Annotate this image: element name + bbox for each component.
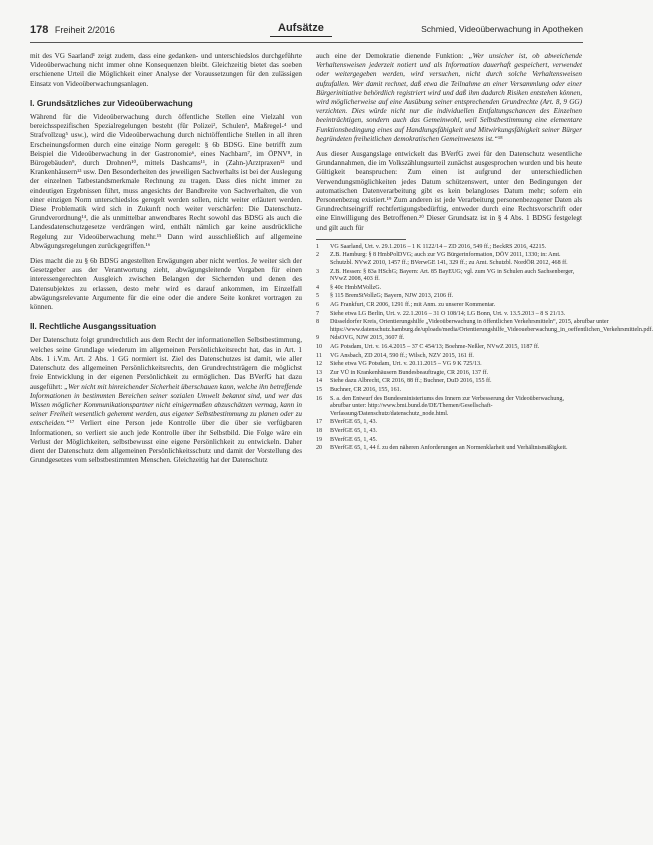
- footnote-number: 10: [316, 343, 323, 350]
- footnote-text: Buchner, CR 2016, 155, 161.: [330, 386, 402, 393]
- intro-paragraph: mit des VG Saarland¹ zeigt zudem, dass eine gedanken- und unterschiedslos durchgeführte Videoüberwachung nicht immer ohne Konsequenzen bleibt. Gleichzeitig bietet das soeben erschienene Urteil die Möglichkeit einer Analyse der Voraussetzungen für den zulässigen Einsatz von Videoüberwachungsanlagen.: [30, 52, 302, 88]
- footnote-number: 12: [316, 361, 323, 368]
- footnote-number: 18: [316, 427, 323, 434]
- section2-text: Der Datenschutz folgt grundrechtlich aus dem Recht der informationellen Selbstbestimmung, welches seine Grundlage wiederum im allgemeinen Persönlichkeitsrecht hat, das in Art. 1 Abs. 1 i.V.m. Art. 2 Abs. 1 GG normiert ist. Ziel des Datenschutzes ist damit, wie aller Datenschutz des allgemeinen Persönlichkeitsrechts, den Grundrechtsträgern die möglichst freie Entwicklung in der eigenen Persönlichkeit zu ermöglichen. Das BVerfG hat dazu ausgeführt:: [30, 336, 302, 391]
- footnote-number: 13: [316, 369, 323, 376]
- page-header: [30, 18, 583, 44]
- footnote-text: VG Ansbach, ZD 2014, 590 ff.; Wilsch, NZV 2015, 161 ff.: [330, 352, 474, 359]
- bverfg-quote-1: „Wer nicht mit hinreichender Sicherheit überschauen kann, welche ihn betreffende Informationen in bestimmten Bereichen seiner sozialen Umwelt bekannt sind, und wer das Wissen möglicher Kommunikationspartner nicht einigermaßen abzuschätzen vermag, kann in seiner Freiheit wesentlich gehemmt werden, aus eigener Selbstbestimmung zu planen oder zu entscheiden.“: [30, 382, 302, 428]
- footnote-text: AG Frankfurt, CR 2006, 1291 ff.; mit Anm. zu unserer Kommentar.: [330, 302, 496, 309]
- footnote: [316, 293, 582, 301]
- footnote-number: 7: [316, 310, 320, 317]
- footnote-text: Siehe etwa VG Potsdam, Urt. v. 20.11.2015 – VG 9 K 725/13.: [330, 361, 482, 368]
- footnotes: [316, 243, 653, 453]
- section-heading-2: II. Rechtliche Ausgangssituation: [30, 322, 157, 332]
- footnote-text: Zur VÜ in Krankenhäusern Bundesbeauftragte, CR 2016, 137 ff.: [330, 369, 489, 376]
- footnote-text: Siehe dazu Albrecht, CR 2016, 88 ff.; Buchner, DuD 2016, 155 ff.: [330, 378, 492, 385]
- footnote-text: VG Saarland, Urt. v. 29.1.2016 – 1 K 1122/14 – ZD 2016, 549 ff.; BeckRS 2016, 42215.: [330, 243, 547, 250]
- footnote-text: BVerfGE 65, 1, 43.: [330, 419, 378, 426]
- footnote-number: 9: [316, 335, 320, 342]
- footnote: [316, 370, 582, 378]
- left-column: [30, 52, 302, 471]
- footnote: [316, 428, 582, 436]
- section2-paragraph-1: [30, 336, 302, 465]
- page-number: 178: [30, 24, 49, 36]
- footnote: [316, 344, 582, 352]
- footnote: [316, 445, 582, 453]
- footnote: [316, 252, 582, 267]
- footnote: [316, 396, 582, 419]
- footnote: [316, 378, 582, 386]
- footnote: [316, 269, 582, 284]
- footnote-text: BVerfGE 65, 1, 45.: [330, 436, 378, 443]
- footnote: [316, 285, 582, 293]
- section-heading-1: I. Grundsätzliches zur Videoüberwachung: [30, 98, 193, 108]
- footnote-text: Z.B. Hessen: § 83a HSchG; Bayern: Art. 85 BayEUG; vgl. zum VG in Schulen auch Sachsenberger, NVwZ 2008, 403 ff.: [330, 268, 575, 283]
- section1-paragraph-1: Während für die Videoüberwachung durch öffentliche Stellen eine Vielzahl von bereichsspezifischen Spezialregelungen besteht (für Polizei², Schulen³, Maßregel-⁴ und Strafvollzug⁵ usw.), wird die Videoüberwachung durch nichtöffentliche Stellen in all ihren Erscheinungsformen durch eine einzige Norm geregelt: § 6b BDSG. Eine betrifft zum Beispiel die Videoüberwachung in der Gastronomie⁶, eines Nachbarn⁷, im ÖPNV⁸, in Bürogebäuden⁹, durch Drohnen¹⁰, mittels Dashcams¹¹, in (Zahn-)Arztpraxen¹² und Krankenhäusern¹³ usw. Den Besonderheiten des jeweiligen Sachverhalts ist bei der Auslegung der einzelnen Tatbestandsmerkmale Rechnung zu tragen. Dass dies nicht immer zu eindeutigen Ergebnissen führt, muss angesichts der Bandbreite von Sachverhalten, die von einer einzigen Norm unterschiedslos geregelt werden sollen, nicht weiter erläutert werden. Diese Problematik wird sich in Zukunft noch weiter verschärfen: Die Datenschutz-Grundverordnung¹⁴, die als unmittelbar anwendbares Recht sowohl das BDSG als auch die Landesdatenschutzgesetze verdrängen wird, enthält nämlich gar keine ausdrückliche Regelung zur Videoüberwachung mehr.¹⁵ Dann wird ausschließlich auf allgemeine Abwägungsregelungen zurückgegriffen.¹⁶: [30, 113, 302, 250]
- footnote-number: 8: [316, 319, 320, 326]
- footnote-number: 4: [316, 284, 320, 291]
- footnote: [316, 437, 582, 445]
- footnote: [316, 319, 653, 334]
- footnote-number: 20: [316, 445, 323, 452]
- section-label: Aufsätze: [270, 20, 332, 37]
- footnote-number: 6: [316, 302, 320, 309]
- footnote-number: 5: [316, 293, 320, 300]
- footnote-text: Z.B. Hamburg: § 8 HmbPolDVG; auch zur VG Bürgerinformation, DÖV 2011, 1330; in: Amt. Schutzbl. NVwZ 2010, 1457 ff.; BVerwGE 141, 329 ff.; zu Amt. Schutzbl. NordÖR 2012, 468 ff.: [330, 252, 568, 267]
- section2-tail: ¹⁷ Verliert eine Person jede Kontrolle über die über sie verfügbaren Informationen, so verliert sie auch jede Kontrolle über ihr Selbstbild. Die Folge wäre ein Verlust der Möglichkeiten, selbstbewusst eine eigene Persönlichkeit zu entwickeln. Daher dient der Datenschutz dem allgemeinen Persönlichkeitsschutz und damit der Vorstellung des Grundgesetzes vom selbstbestimmten Menschen. Gleichzeitig hat der Datenschutz: [30, 419, 302, 465]
- footnote-text: S. a. den Entwurf des Bundesministeriums des Innern zur Verbesserung der Videoüberwachung, abrufbar unter: http://www.bmi.bund.de/DE/Themen/Gesellschaft-Verfassung/Datenschutz/datenschutz_node.html.: [330, 395, 564, 417]
- footnote: [316, 387, 582, 395]
- footnote-number: 14: [316, 378, 323, 385]
- footnote-number: 15: [316, 386, 323, 393]
- footnote: [316, 353, 582, 361]
- footnote-text: § 115 BremStVollzG; Bayern, NJW 2013, 2106 ff.: [330, 293, 453, 300]
- footnote-number: 1: [316, 243, 320, 250]
- footnote-number: 19: [316, 436, 323, 443]
- right-paragraph-2: Aus dieser Ausgangslage entwickelt das BVerfG zwei für den Datenschutz wesentliche Grundannahmen, die im Volkszählungsurteil zunächst ausgesprochen wurden und bis heute Gültigkeit beanspruchen: Zum einen ist aufgrund der unterschiedlichen Verwendungsmöglichkeiten jedes Datum schützenswert, unter den Bedingungen der automatischen Datenverarbeitung gibt es kein belangloses Datum mehr; sofern ein Personenbezug existiert.¹⁹ Zum anderen ist jede Verarbeitung personenbezogener Daten als Grundrechtseingriff rechtfertigungsbedürftig, entweder durch eine Rechtsvorschrift oder eine Einwilligung des Betroffenen.²⁰ Dieser Grundsatz ist in § 4 Abs. 1 BDSG festgelegt und gilt auch für: [316, 150, 582, 232]
- footnote-text: BVerfGE 65, 1, 44 f. zu den näheren Anforderungen an Normenklarheit und Verhältnismäßigkeit.: [330, 445, 568, 452]
- footnote: [316, 311, 582, 319]
- footnote-text: NdsOVG, NJW 2015, 3607 ff.: [330, 335, 405, 342]
- footnote-text: Düsseldorfer Kreis, Orientierungshilfe „Videoüberwachung in öffentlichen Verkehrsmitteln“, 2015, abrufbar unter https://www.datenschutz.hamburg.de/uploads/media/Orientierungshilfe_Videoueberwachung_in_oeffentlichen_Verkehrsmitteln.pdf.: [330, 319, 653, 333]
- right-p1-tail: ¹⁸: [497, 134, 503, 143]
- footnote-number: 3: [316, 268, 320, 275]
- footnote: [316, 335, 582, 343]
- footnote-rule: [316, 239, 406, 240]
- right-column: [316, 52, 653, 454]
- footnote-text: § 40c HmbMVollzG.: [330, 284, 382, 291]
- footnote-number: 2: [316, 252, 320, 259]
- footnote-text: AG Potsdam, Urt. v. 16.4.2015 – 37 C 454/13; Boehme-Neßler, NVwZ 2015, 1187 ff.: [330, 343, 540, 350]
- footnote: [316, 244, 582, 252]
- header-left: [30, 24, 115, 36]
- header-rule: [30, 42, 583, 43]
- footnote-number: 11: [316, 352, 322, 359]
- right-p1-lead: auch eine der Demokratie dienende Funktion:: [316, 52, 469, 60]
- footnote-text: Siehe etwa LG Berlin, Urt. v. 22.1.2016 – 31 O 108/14; LG Bonn, Urt. v. 13.5.2013 – 8 S 21/13.: [330, 310, 566, 317]
- footnote-number: 17: [316, 419, 323, 426]
- footnote: [316, 419, 582, 427]
- footnote-number: 16: [316, 395, 323, 402]
- running-title: Schmied, Videoüberwachung in Apotheken: [421, 24, 583, 34]
- section1-paragraph-2: Dies macht die zu § 6b BDSG angestellten Erwägungen aber nicht wertlos. Je weiter sich der Gesetzgeber aus der Verantwortung zieht, abwägungsleitende Vorgaben für einen interessengerechten Ausgleich zwischen Belangen der Sichernden und denen des Datensubjektes zu erlassen, desto mehr wird es darauf ankommen, im Einzelfall abwägungsrelevante Argumente für die eine oder die andere Seite konkret vortragen zu können.: [30, 257, 302, 312]
- footnote: [316, 361, 582, 369]
- bverfg-quote-2: „Wer unsicher ist, ob abweichende Verhaltensweisen jederzeit notiert und als Information dauerhaft gespeichert, verwendet oder weitergegeben werden, wird versuchen, nicht durch solche Verhaltensweisen aufzufallen. Wer damit rechnet, daß etwa die Teilnahme an einer Versammlung oder einer Bürgerinitiative behördlich registriert wird und daß ihm dadurch Risiken entstehen können, wird möglicherweise auf eine Ausübung seiner entsprechenden Grundrechte (Art. 8, 9 GG) verzichten. Dies würde nicht nur die individuellen Entfaltungschancen des Einzelnen beeinträchtigen, sondern auch das Gemeinwohl, weil Selbstbestimmung eine elementare Funktionsbedingung eines auf Handlungsfähigkeit und Mitwirkungsfähigkeit seiner Bürger begründeten freiheitlichen demokratischen Gemeinwesens ist.“: [316, 52, 583, 143]
- right-paragraph-1: [316, 52, 582, 144]
- journal-issue: Freiheit 2/2016: [54, 25, 115, 35]
- footnote: [316, 302, 582, 310]
- footnote-text: BVerfGE 65, 1, 43.: [330, 427, 378, 434]
